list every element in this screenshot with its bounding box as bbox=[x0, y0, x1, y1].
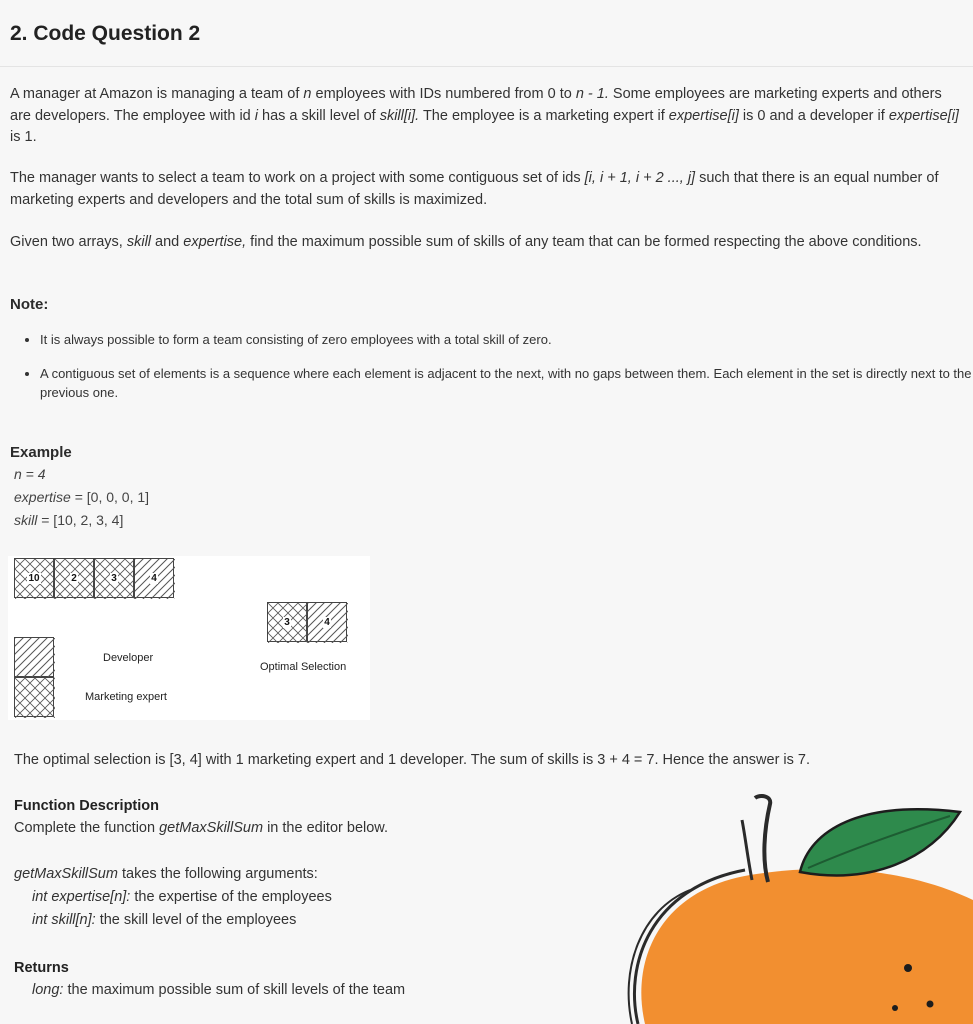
marketing-pattern-icon bbox=[14, 677, 54, 717]
intro-paragraph: A manager at Amazon is managing a team of n employees with IDs numbered from 0 to n - 1. Some employees are marketing experts and others are developers. The employee with id i has a skill level of skill[i]. The employee is a marketing expert if expertise[i] is 0 and a developer if expertise[i] is 1. bbox=[10, 86, 959, 145]
notes-list bbox=[20, 330, 973, 417]
employee-cell-marketing: 3 bbox=[94, 558, 134, 598]
returns-heading: Returns bbox=[14, 960, 69, 976]
example-skill: skill = [10, 2, 3, 4] bbox=[14, 512, 124, 528]
optimal-selection-label: Optimal Selection bbox=[260, 661, 347, 673]
note-heading: Note: bbox=[10, 296, 49, 313]
note-item: • It is always possible to form a team consisting of zero employees with a total skill of zero. bbox=[40, 330, 973, 349]
function-description-text: Complete the function getMaxSkillSum in the editor below. bbox=[14, 820, 388, 836]
example-diagram bbox=[8, 556, 370, 720]
example-heading: Example bbox=[10, 444, 72, 461]
orange-fruit-icon bbox=[610, 790, 973, 1024]
employee-cell-marketing: 10 bbox=[14, 558, 54, 598]
example-n: n = 4 bbox=[14, 466, 46, 482]
employee-cell-developer: 4 bbox=[134, 558, 174, 598]
requirement-paragraph: The manager wants to select a team to work on a project with some contiguous set of ids [i, i + 1, i + 2 ..., j] such that there is an equal number of marketing experts and developers and the total sum of skills is maximized. bbox=[10, 170, 939, 208]
legend-developer-label: Developer bbox=[103, 652, 154, 664]
note-item: • A contiguous set of elements is a sequence where each element is adjacent to the next, with no gaps between them. Each element in the set is directly next to the previous one. bbox=[40, 364, 973, 402]
legend-marketing-label: Marketing expert bbox=[85, 691, 167, 703]
argument-skill: int skill[n]: the skill level of the employees bbox=[32, 912, 297, 928]
selected-cell-marketing: 3 bbox=[267, 602, 307, 642]
arguments-intro: getMaxSkillSum takes the following arguments: bbox=[14, 866, 318, 882]
task-paragraph: Given two arrays, skill and expertise, find the maximum possible sum of skills of any team that can be formed respecting the above conditions. bbox=[10, 234, 922, 250]
returns-text: long: the maximum possible sum of skill levels of the team bbox=[32, 982, 406, 998]
question-title: 2. Code Question 2 bbox=[10, 22, 201, 45]
function-description-heading: Function Description bbox=[14, 798, 159, 814]
example-expertise: expertise = [0, 0, 0, 1] bbox=[14, 489, 150, 505]
selected-cell-developer: 4 bbox=[307, 602, 347, 642]
employee-cell-marketing: 2 bbox=[54, 558, 94, 598]
argument-expertise: int expertise[n]: the expertise of the employees bbox=[32, 889, 332, 905]
question-header bbox=[0, 0, 973, 67]
explanation-text: The optimal selection is [3, 4] with 1 marketing expert and 1 developer. The sum of skills is 3 + 4 = 7. Hence the answer is 7. bbox=[14, 752, 811, 768]
developer-pattern-icon bbox=[14, 637, 54, 677]
